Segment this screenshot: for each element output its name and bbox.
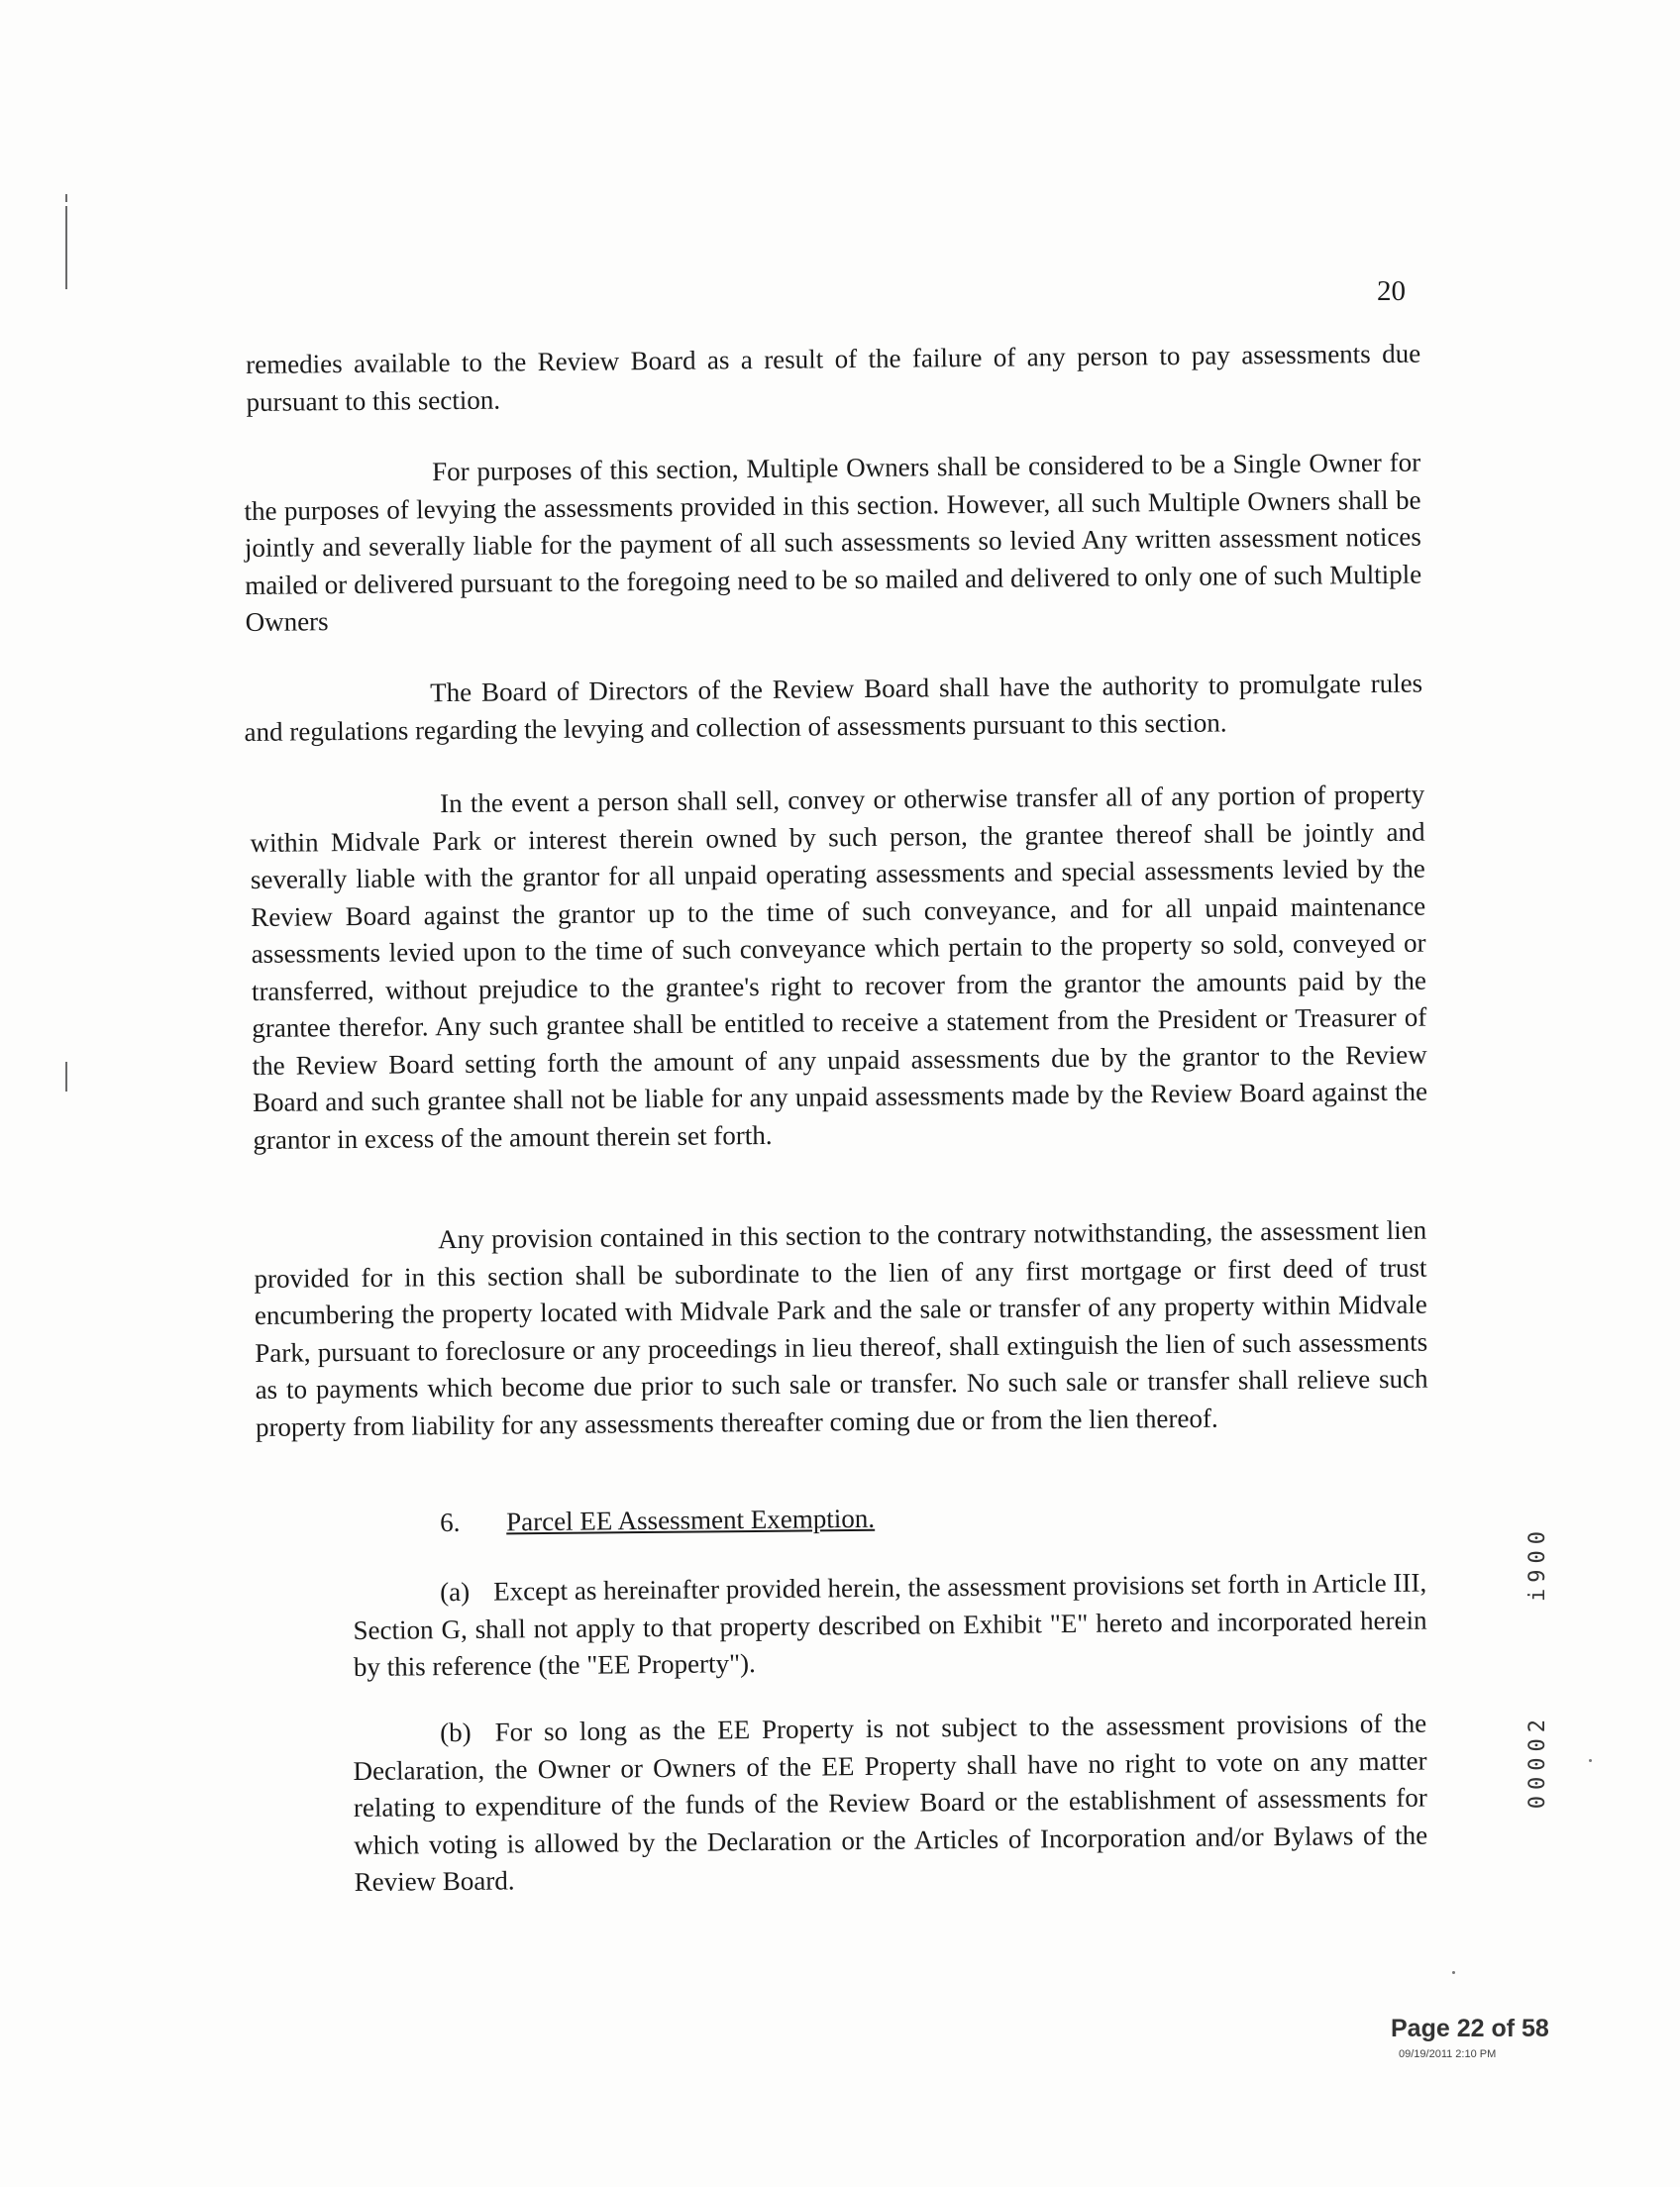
scan-speck (1452, 1971, 1455, 1974)
left-margin-mark (65, 206, 67, 289)
subsection-b-label: (b) (440, 1717, 472, 1748)
footer-page-label: Page 22 of 58 (1391, 2015, 1549, 2042)
left-margin-mark-lower (65, 1062, 67, 1092)
paragraph-transfer: In the event a person shall sell, convey or otherwise transfer all of any portion of property within Midvale Park or interest therein owned by such person, the grantee thereof shall be jointly and severally liable with the grantor for all unpaid operating assessments and special assessments levied by the Review Board against the grantor up to the time of such conveyance, and for all unpaid maintenance assessments levied upon to the time of such conveyance which pertain to the property so sold, conveyed or transferred, without prejudice to the grantee's right to recover from the grantor the amounts paid by the grantee therefor. Any such grantee shall be entitled to receive a statement from the President or Treasurer of the Review Board setting forth the amount of any unpaid assessments due by the grantor to the Review Board and such grantee shall not be liable for any unpaid assessments made by the Review Board against the grantor in excess of the amount therein set forth. (250, 779, 1428, 1155)
page-number: 20 (1377, 275, 1406, 307)
stamp-upper: i900 (1525, 1525, 1550, 1602)
subsection-a-text: Except as hereinafter provided herein, the assessment provisions set forth in Article III, Section G, shall not apply to that property described on Exhibit "E" hereto and incorporated herein by this reference (the "EE Property"). (353, 1567, 1427, 1682)
paragraph-subordination: Any provision contained in this section to the contrary notwithstanding, the assessment lien provided for in this section shall be subordinate to the lien of any first mortgage or first deed of trust encumbering the property located with Midvale Park and the sale or transfer of any property within Midvale Park, pursuant to foreclosure or any proceedings in lieu thereof, shall extinguish the lien of such assessments as to payments which become due prior to such sale or transfer. No such sale or transfer shall relieve such property from liability for any assessments thereafter coming due or from the lien thereof. (254, 1214, 1428, 1442)
subsection-a-label: (a) (440, 1576, 471, 1608)
paragraph-multiple-owners: For purposes of this section, Multiple Owners shall be considered to be a Single Owner for the purposes of levying the assessments provided in this section. However, all such Multiple Owners shall be jointly and severally liable for the payment of all such assessments so levied Any written assessment notices mailed or delivered pursuant to the foregoing need to be so mailed and delivered to only one of such Multiple Owners (244, 447, 1422, 637)
subsection-a (353, 1565, 1427, 1687)
scan-speck (1589, 1759, 1592, 1762)
subsection-b-text: For so long as the EE Property is not subject to the assessment provisions of the Declaration, the Owner or Owners of the EE Property shall have no right to vote on any matter relating to expenditure of the funds of the Review Board or the establishment of assessments for which voting is allowed by the Declaration or the Articles of Incorporation and/or Bylaws of the Review Board. (353, 1708, 1428, 1897)
section-number: 6. (440, 1507, 461, 1537)
stamp-lower: 00002 (1525, 1714, 1550, 1810)
recording-stamp (1525, 1525, 1565, 1862)
paragraph-board-authority: The Board of Directors of the Review Board shall have the authority to promulgate rules and regulations regarding the levying and collection of assessments pursuant to this section. (244, 668, 1423, 747)
footer-timestamp: 09/19/2011 2:10 PM (1399, 2048, 1497, 2060)
subsection-b (353, 1706, 1428, 1902)
paragraph-remedies: remedies available to the Review Board as a result of the failure of any person to pay assessments due pursuant to this section. (246, 338, 1421, 417)
section-title: Parcel EE Assessment Exemption. (505, 1503, 876, 1537)
left-margin-mark-small (65, 194, 67, 202)
section-heading (440, 1504, 875, 1538)
